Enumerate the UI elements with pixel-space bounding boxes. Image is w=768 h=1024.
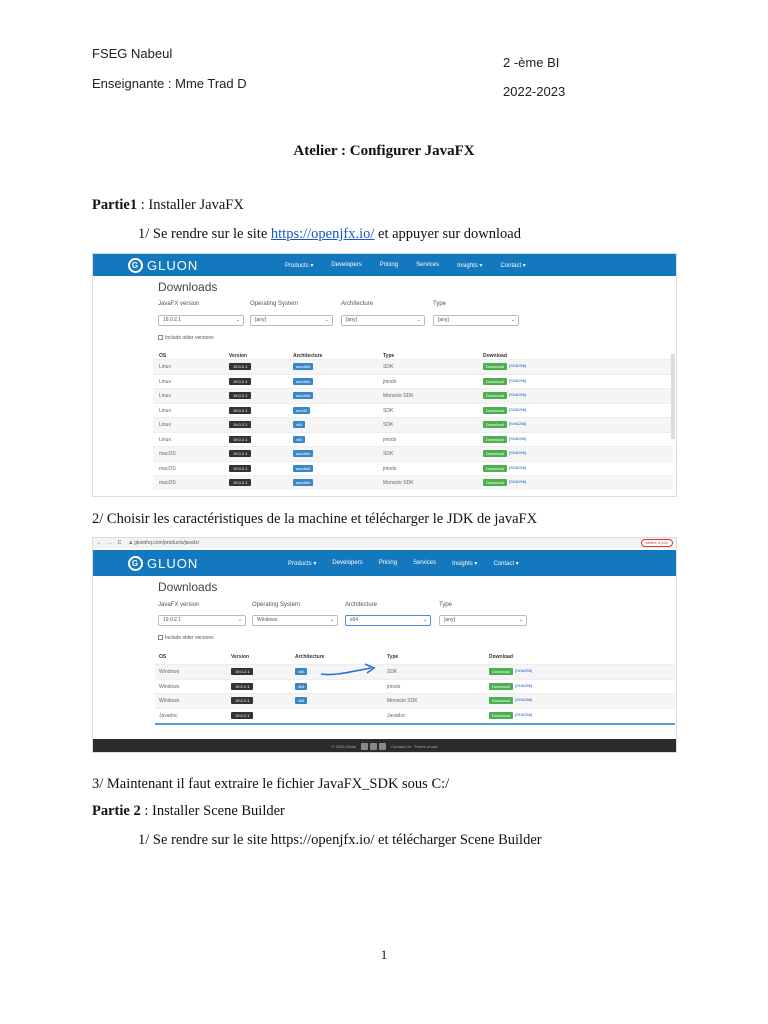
gluon-navbar <box>93 254 676 276</box>
version-badge: 19.0.2.1 <box>229 421 251 428</box>
version-badge: 19.0.2.1 <box>229 392 251 399</box>
sha256-link[interactable]: [SHA256] <box>509 406 527 412</box>
nav-arrows-icon[interactable]: ← → C <box>97 540 124 546</box>
download-button[interactable]: Download <box>483 421 507 428</box>
include-older-checkbox[interactable] <box>158 635 214 641</box>
chevron-down-icon: ⌄ <box>422 617 427 623</box>
linkedin-icon[interactable] <box>370 743 377 750</box>
table-row <box>153 374 673 389</box>
table-header-cell: Type <box>387 654 399 660</box>
nav-item[interactable]: Developers <box>332 560 363 566</box>
nav-item[interactable]: Contact ▾ <box>493 561 519 567</box>
table-row <box>153 359 673 374</box>
os-select-value: Windows <box>257 617 278 623</box>
table-row <box>153 446 673 461</box>
architecture-badge: aarch64 <box>293 378 313 385</box>
gluon-logo-text: GLUON <box>147 257 199 273</box>
sha256-link[interactable]: [SHA256] <box>509 392 527 397</box>
table-header-cell: Download <box>483 353 507 359</box>
gluon-nav-menu <box>285 262 544 269</box>
scrollbar[interactable] <box>671 354 675 439</box>
architecture-badge: aarch64 <box>293 392 313 399</box>
sha256-link[interactable]: [SHA256] <box>515 697 533 702</box>
social-icons <box>360 743 387 751</box>
gluon-navbar <box>93 550 676 576</box>
chevron-down-icon: ⌄ <box>329 617 334 623</box>
type-select[interactable] <box>439 615 527 626</box>
part2-heading <box>92 803 285 820</box>
arch-label: Architecture <box>341 301 374 307</box>
architecture-badge: aarch64 <box>293 450 313 457</box>
downloads-table <box>155 650 675 725</box>
type-cell: jmods <box>387 683 401 690</box>
checkbox-icon <box>158 635 163 640</box>
version-select-value: 19.0.2.1 <box>163 317 182 323</box>
os-select-value: [any] <box>255 317 266 323</box>
os-cell: Windows <box>159 683 180 690</box>
table-row <box>153 475 673 490</box>
version-badge: 19.0.2.1 <box>229 407 251 414</box>
nav-item[interactable]: Insights ▾ <box>452 561 478 567</box>
school-year: 2022-2023 <box>503 84 566 99</box>
download-button[interactable]: Download <box>483 392 507 399</box>
chevron-down-icon: ⌄ <box>510 317 515 323</box>
sha256-link[interactable]: [SHA256] <box>509 450 527 455</box>
version-badge: 19.0.2.1 <box>229 465 251 472</box>
type-cell: Monocle SDK <box>387 698 418 704</box>
download-button[interactable]: Download <box>483 378 507 385</box>
arch-select-value: x64 <box>350 617 359 623</box>
download-button[interactable]: Download <box>489 712 513 719</box>
download-button[interactable]: Download <box>489 697 513 704</box>
os-cell: Linux <box>159 436 171 443</box>
os-cell: Linux <box>159 407 171 414</box>
nav-item[interactable]: Pricing <box>378 560 398 566</box>
version-badge: 19.0.2.1 <box>231 668 253 675</box>
version-label: JavaFX version <box>158 602 200 608</box>
checkbox-icon <box>158 335 163 340</box>
screenshot-gluon-windows-filter <box>92 537 677 753</box>
table-row <box>153 417 673 432</box>
type-cell: jmods <box>383 378 397 385</box>
gluon-logo-text: GLUON <box>147 555 199 571</box>
table-row <box>153 461 673 476</box>
download-button[interactable]: Download <box>483 407 507 414</box>
table-row <box>155 693 675 708</box>
class-level: 2 -ème BI <box>503 55 560 70</box>
version-select-value: 19.0.2.1 <box>163 617 182 623</box>
version-badge: 19.0.2.1 <box>229 450 251 457</box>
download-button[interactable]: Download <box>483 465 507 472</box>
gluon-footer <box>93 739 676 753</box>
table-header-cell: Version <box>231 654 250 660</box>
gluon-logo[interactable] <box>128 258 198 273</box>
table-header-cell: Architecture <box>295 654 325 660</box>
part2-step1: 1/ Se rendre sur le site https://openjfx.io/ et télécharger Scene Builder <box>138 832 542 848</box>
os-cell: Linux <box>159 422 171 428</box>
part1-step3: 3/ Maintenant il faut extraire le fichier JavaFX_SDK sous C:/ <box>92 776 450 792</box>
type-cell: jmods <box>383 436 397 443</box>
downloads-title: Downloads <box>158 280 218 294</box>
architecture-badge: aarch64 <box>293 363 313 370</box>
arch-label: Architecture <box>345 602 378 608</box>
browser-update-button[interactable]: Mettre à jour <box>641 539 673 547</box>
arch-select[interactable] <box>341 315 425 326</box>
architecture-badge: aarch64 <box>293 479 313 486</box>
sha256-link[interactable]: [SHA256] <box>509 464 527 470</box>
os-cell: Linux <box>159 393 171 399</box>
nav-item[interactable]: Products ▾ <box>288 561 317 567</box>
version-select[interactable] <box>158 615 246 626</box>
nav-item[interactable]: Pricing <box>379 262 399 268</box>
version-badge: 19.0.2.1 <box>229 436 251 443</box>
os-cell: macOS <box>159 451 176 457</box>
twitter-icon[interactable] <box>361 743 368 750</box>
footer-links[interactable]: Contact Us · Terms of use <box>391 744 438 749</box>
table-row <box>153 403 673 418</box>
os-cell: macOS <box>159 465 176 472</box>
table-header-cell: OS <box>159 353 167 359</box>
nav-item[interactable]: Developers <box>331 262 362 268</box>
architecture-badge: x64 <box>293 421 305 428</box>
include-older-label: Include older versions <box>165 335 214 341</box>
type-cell: SDK <box>383 364 394 370</box>
table-row <box>153 388 673 403</box>
type-select[interactable] <box>433 315 519 326</box>
table-header-cell: Type <box>383 353 395 359</box>
part1-step2: 2/ Choisir les caractéristiques de la machine et télécharger le JDK de javaFX <box>92 511 538 527</box>
version-label: JavaFX version <box>158 301 200 307</box>
part2-text: : Installer Scene Builder <box>140 803 285 819</box>
sha256-link[interactable]: [SHA256] <box>509 377 527 383</box>
address-bar-url[interactable]: gluonhq.com/products/javafx/ <box>134 540 200 546</box>
os-cell: macOS <box>159 480 176 486</box>
os-cell: Linux <box>159 378 171 385</box>
gluon-logo-icon: G <box>128 556 143 571</box>
sha256-link[interactable]: [SHA256] <box>509 363 527 368</box>
version-badge: 19.0.2.1 <box>229 378 251 385</box>
table-row <box>155 708 675 723</box>
step1-post: et appuyer sur download <box>374 226 521 242</box>
chevron-down-icon: ⌄ <box>416 317 421 323</box>
os-label: Operating System <box>252 602 301 608</box>
architecture-badge: x64 <box>295 683 307 690</box>
openjfx-link[interactable]: https://openjfx.io/ <box>270 226 375 242</box>
download-button[interactable]: Download <box>483 479 507 486</box>
part1-step1 <box>138 226 521 243</box>
table-header-cell: Version <box>229 353 248 359</box>
type-cell: Monocle SDK <box>383 393 414 399</box>
arch-select[interactable] <box>345 615 431 626</box>
table-row <box>153 432 673 447</box>
type-cell: Monocle SDK <box>383 480 414 486</box>
facebook-icon[interactable] <box>379 743 386 750</box>
table-bottom-rule <box>155 723 675 725</box>
annotation-arrow-icon <box>319 662 379 678</box>
version-badge: 19.0.2.1 <box>231 712 253 719</box>
type-label: Type <box>439 602 453 608</box>
type-label: Type <box>433 301 447 307</box>
lock-icon: 🔒︎ <box>129 540 133 546</box>
teacher-name: Enseignante : Mme Trad D <box>92 76 247 91</box>
gluon-nav-menu <box>288 560 535 567</box>
version-badge: 19.0.2.1 <box>229 479 251 486</box>
download-button[interactable]: Download <box>489 668 513 675</box>
sha256-link[interactable]: [SHA256] <box>515 682 533 688</box>
gluon-logo[interactable] <box>128 556 198 571</box>
version-badge: 19.0.2.1 <box>231 683 253 690</box>
part1-text: : Installer JavaFX <box>137 197 244 213</box>
sha256-link[interactable]: [SHA256] <box>509 421 527 426</box>
os-cell: Linux <box>159 364 171 370</box>
school-name: FSEG Nabeul <box>92 46 173 61</box>
version-badge: 19.0.2.1 <box>229 363 251 370</box>
type-cell: SDK <box>387 669 398 675</box>
download-button[interactable]: Download <box>483 363 507 370</box>
sha256-link[interactable]: [SHA256] <box>509 479 527 484</box>
architecture-badge: x64 <box>295 697 307 704</box>
step1-pre: 1/ Se rendre sur le site <box>138 226 271 242</box>
part2-label: Partie 2 <box>92 803 141 819</box>
table-header-cell: Download <box>489 654 513 660</box>
type-cell: jmods <box>383 465 397 472</box>
nav-item[interactable]: Products ▾ <box>285 263 314 269</box>
gluon-logo-icon: G <box>128 258 143 273</box>
browser-toolbar <box>93 538 676 548</box>
table-header-cell: Architecture <box>293 353 323 359</box>
architecture-badge: arm32 <box>293 407 310 414</box>
nav-item[interactable]: Contact ▾ <box>500 263 526 269</box>
type-cell: SDK <box>383 407 394 414</box>
table-row <box>155 664 675 679</box>
os-cell: Windows <box>159 698 180 704</box>
include-older-label: Include older versions <box>165 635 214 641</box>
architecture-badge: x64 <box>293 436 305 443</box>
version-badge: 19.0.2.1 <box>231 697 253 704</box>
type-cell: SDK <box>383 451 394 457</box>
downloads-title: Downloads <box>158 580 218 594</box>
nav-item[interactable]: Insights ▾ <box>457 263 483 269</box>
screenshot-openjfx-downloads <box>92 253 677 497</box>
download-button[interactable]: Download <box>483 450 507 457</box>
chevron-down-icon: ⌄ <box>324 317 329 323</box>
type-cell: Javadoc <box>387 712 406 719</box>
chevron-down-icon: ⌄ <box>237 617 242 623</box>
type-select-value: [any] <box>444 617 455 623</box>
architecture-badge: aarch64 <box>293 465 313 472</box>
arch-select-value: [any] <box>346 317 357 323</box>
architecture-badge: x64 <box>295 668 307 675</box>
document-title: Atelier : Configurer JavaFX <box>293 143 475 159</box>
table-row <box>155 679 675 694</box>
part1-heading <box>92 197 244 214</box>
download-button[interactable]: Download <box>489 683 513 690</box>
sha256-link[interactable]: [SHA256] <box>515 711 533 717</box>
nav-item[interactable]: Services <box>416 262 440 268</box>
os-label: Operating System <box>250 301 299 307</box>
table-header-cell: OS <box>159 654 167 660</box>
os-select[interactable] <box>252 615 338 626</box>
nav-item[interactable]: Services <box>413 560 437 566</box>
download-button[interactable]: Download <box>483 436 507 443</box>
os-cell: Windows <box>159 669 180 675</box>
sha256-link[interactable]: [SHA256] <box>509 435 527 441</box>
type-select-value: [any] <box>438 317 449 323</box>
page-number: 1 <box>380 947 388 962</box>
include-older-checkbox[interactable] <box>158 335 214 341</box>
footer-copyright: © 2023 Gluon <box>331 744 357 749</box>
chevron-down-icon: ⌄ <box>518 617 523 623</box>
downloads-table <box>153 349 673 497</box>
os-cell: Javadoc <box>159 712 178 719</box>
part1-label: Partie1 <box>92 197 138 213</box>
version-select[interactable] <box>158 315 244 326</box>
sha256-link[interactable]: [SHA256] <box>515 668 533 673</box>
chevron-down-icon: ⌄ <box>235 317 240 323</box>
type-cell: SDK <box>383 422 394 428</box>
os-select[interactable] <box>250 315 333 326</box>
